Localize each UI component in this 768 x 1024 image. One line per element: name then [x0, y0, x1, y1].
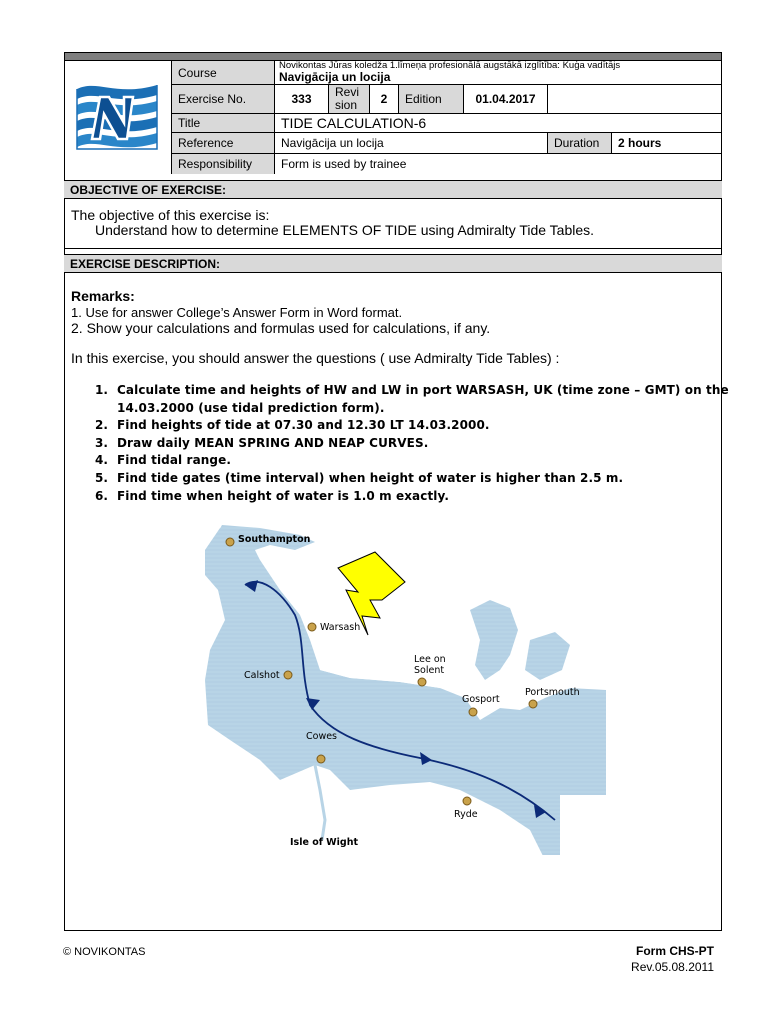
- list-item: 1. Calculate time and heights of HW and LW in port WARSASH, UK (time zone – GMT) on the: [95, 383, 729, 397]
- title-value: TIDE CALCULATION-6: [281, 115, 427, 131]
- course-row: [172, 61, 722, 85]
- revision-date: Rev.05.08.2011: [631, 960, 714, 974]
- objective-heading: OBJECTIVE OF EXERCISE:: [64, 180, 722, 199]
- title-label: Title: [172, 114, 275, 132]
- list-item: 5. Find tide gates (time interval) when height of water is higher than 2.5 m.: [95, 470, 624, 485]
- lee-on-solent-label-1: Lee on: [414, 654, 446, 665]
- calshot-label: Calshot: [244, 670, 280, 681]
- title-row: [172, 114, 722, 133]
- divider: [64, 248, 722, 249]
- list-item: 2. Find heights of tide at 07.30 and 12.30 LT 14.03.2000.: [95, 418, 490, 433]
- course-name: Navigācija un locija: [279, 70, 391, 84]
- novikontas-logo-icon: [64, 61, 172, 174]
- southampton-label: Southampton: [238, 534, 311, 545]
- course-value: [275, 61, 722, 85]
- ryde-label: Ryde: [454, 809, 478, 820]
- course-label: Course: [172, 61, 275, 84]
- reference-value: Navigācija un locija: [275, 133, 548, 153]
- reference-row: [172, 133, 722, 154]
- course-college: Novikontas Jūras koledža 1.līmeņa profesionālā augstākā izglītība: Kuģa vadītājs: [279, 60, 621, 71]
- remark-2: 2. Show your calculations and formulas used for calculations, if any.: [71, 320, 491, 336]
- remark-1: 1. Use for answer College’s Answer Form in Word format.: [71, 305, 403, 320]
- list-item: 3. Draw daily MEAN SPRING AND NEAP CURVES.: [95, 435, 429, 450]
- objective-text: Understand how to determine ELEMENTS OF TIDE using Admiralty Tide Tables.: [95, 222, 595, 238]
- revision: 2: [370, 85, 399, 113]
- list-item: 4. Find tidal range.: [95, 453, 231, 468]
- warsash-marker-icon: [308, 623, 316, 631]
- responsibility-row: [172, 154, 722, 174]
- exercise-no: 333: [275, 85, 329, 113]
- cowes-marker-icon: [317, 755, 325, 763]
- edition-blank: [548, 85, 722, 113]
- responsibility-label: Responsibility: [172, 154, 275, 174]
- warsash-label: Warsash: [320, 622, 361, 633]
- remarks-title: Remarks:: [71, 288, 135, 304]
- copyright: © NOVIKONTAS: [63, 946, 146, 958]
- portsmouth-label: Portsmouth: [525, 687, 580, 698]
- calshot-marker-icon: [284, 671, 292, 679]
- revision-label-line1: Revi: [335, 85, 360, 99]
- responsibility-value: Form is used by trainee: [281, 157, 407, 171]
- exercise-row: [172, 85, 722, 114]
- southampton-marker-icon: [226, 538, 234, 546]
- lee-on-solent-label-2: Solent: [414, 665, 445, 676]
- list-item: 6. Find time when height of water is 1.0 m exactly.: [95, 488, 449, 503]
- revision-label-line2: sion: [335, 98, 358, 112]
- ryde-marker-icon: [463, 797, 471, 805]
- portsmouth-marker-icon: [529, 700, 537, 708]
- question-list: [95, 382, 729, 505]
- objective-intro: The objective of this exercise is:: [71, 207, 270, 223]
- revision-label: [329, 85, 370, 113]
- exercise-no-label: Exercise No.: [172, 85, 275, 113]
- isle-of-wight-label: Isle of Wight: [290, 837, 359, 848]
- reference-label: Reference: [172, 133, 275, 153]
- duration-value: 2 hours: [618, 136, 662, 150]
- gosport-marker-icon: [469, 708, 477, 716]
- instruction: In this exercise, you should answer the questions ( use Admiralty Tide Tables) :: [71, 350, 560, 366]
- duration-label: Duration: [548, 133, 612, 153]
- description-heading: EXERCISE DESCRIPTION:: [64, 254, 722, 273]
- edition: 01.04.2017: [464, 85, 548, 113]
- gosport-label: Gosport: [462, 694, 500, 705]
- cowes-label: Cowes: [306, 731, 338, 742]
- solent-map: [200, 520, 606, 860]
- list-item: 14.03.2000 (use tidal prediction form).: [117, 400, 385, 415]
- form-code: Form CHS-PT: [636, 944, 714, 958]
- edition-label: Edition: [399, 85, 464, 113]
- lee-on-solent-marker-icon: [418, 678, 426, 686]
- logo-cell: [64, 61, 172, 174]
